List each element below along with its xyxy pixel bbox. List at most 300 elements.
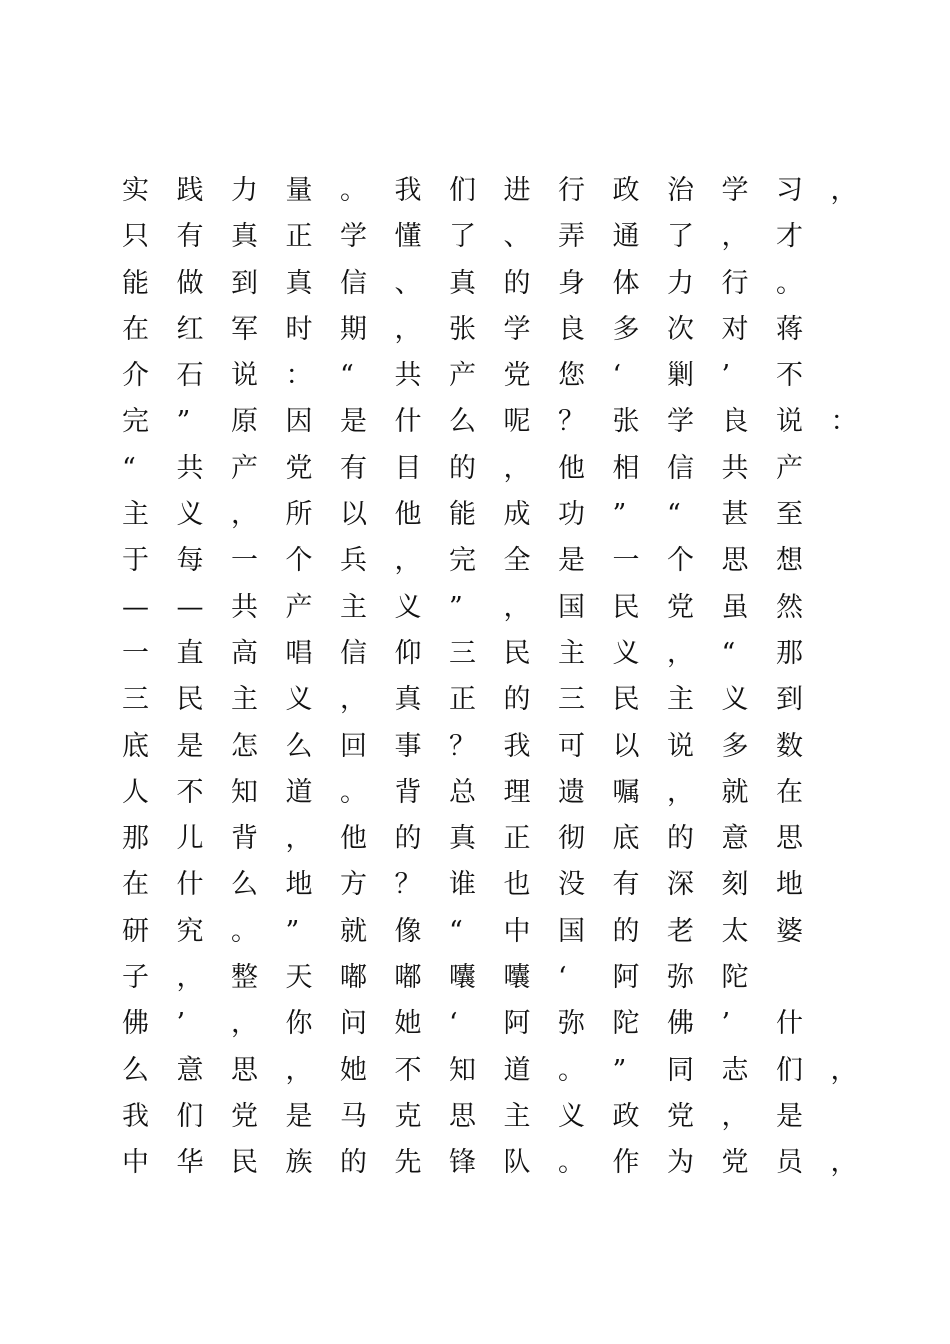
text-char: 只 xyxy=(122,221,149,253)
text-char: 政 xyxy=(612,175,640,206)
text-char: 究 xyxy=(176,915,204,947)
text-char: 道 xyxy=(285,776,313,808)
text-char: 共 xyxy=(176,452,204,484)
text-char: 在 xyxy=(122,869,149,901)
text-char: 。 xyxy=(340,175,367,206)
text-char: ” xyxy=(285,915,300,947)
text-char: 就 xyxy=(721,776,749,808)
text-char: — xyxy=(176,591,204,623)
text-char: 天 xyxy=(285,962,313,994)
text-line xyxy=(122,353,842,399)
text-char: 们 xyxy=(176,1100,204,1132)
text-char: 没 xyxy=(558,869,585,901)
text-char: 中 xyxy=(122,1147,149,1179)
text-char: 次 xyxy=(667,313,694,345)
text-char: 以 xyxy=(612,730,640,762)
text-line xyxy=(122,955,842,1001)
text-char: 党 xyxy=(667,1100,694,1132)
text-char: 彻 xyxy=(558,823,585,855)
text-char: 党 xyxy=(667,591,694,623)
text-char: 囔 xyxy=(449,962,476,994)
text-char: 谁 xyxy=(449,869,476,901)
text-char: 义 xyxy=(394,591,422,623)
text-char: 他 xyxy=(340,823,367,855)
text-char: 道 xyxy=(503,1054,531,1086)
text-char: 佛 xyxy=(122,1008,149,1040)
text-char: 的 xyxy=(340,1147,367,1179)
text-char: 像 xyxy=(394,915,422,947)
text-char: 仰 xyxy=(394,637,422,669)
text-char: ” xyxy=(612,499,627,531)
text-char: 信 xyxy=(340,267,367,299)
text-char: 么 xyxy=(449,406,476,438)
text-char: 地 xyxy=(776,869,803,901)
text-char: 员 xyxy=(776,1147,803,1179)
text-char: 总 xyxy=(449,776,476,808)
text-char: 儿 xyxy=(176,823,204,855)
text-char: 底 xyxy=(122,730,149,762)
text-char: 思 xyxy=(231,1054,258,1086)
text-char: 到 xyxy=(776,684,803,716)
text-char: 于 xyxy=(122,545,149,577)
text-char: ， xyxy=(830,175,858,206)
text-char: 我 xyxy=(122,1100,149,1132)
text-char: 正 xyxy=(449,684,476,716)
text-char: 研 xyxy=(122,915,149,947)
text-char: 习 xyxy=(776,175,803,206)
text-char: 行 xyxy=(558,175,585,206)
text-char: 全 xyxy=(503,545,531,577)
text-char: 那 xyxy=(122,823,149,855)
text-char: 以 xyxy=(340,499,367,531)
text-line xyxy=(122,492,842,538)
text-char: 进 xyxy=(503,175,531,206)
text-char: 时 xyxy=(285,313,313,345)
text-line xyxy=(122,1001,842,1047)
text-char: “ xyxy=(449,915,463,947)
text-char: 义 xyxy=(285,684,313,716)
text-char: 什 xyxy=(776,1008,803,1040)
text-char: 弥 xyxy=(558,1008,585,1040)
text-char: 陀 xyxy=(612,1008,640,1040)
text-char: 信 xyxy=(340,637,367,669)
text-char: ’ xyxy=(721,360,731,392)
text-char: 国 xyxy=(558,915,585,947)
text-char: 有 xyxy=(340,452,367,484)
text-char: 期 xyxy=(340,313,367,345)
text-char: 主 xyxy=(667,684,694,716)
text-char: 做 xyxy=(176,267,204,299)
text-char: 遗 xyxy=(558,776,585,808)
text-char: 民 xyxy=(176,684,204,716)
text-char: 数 xyxy=(776,730,803,762)
text-line xyxy=(122,631,842,677)
text-char: 三 xyxy=(122,684,149,716)
text-char: 在 xyxy=(776,776,803,808)
text-char: ’ xyxy=(176,1008,186,1040)
text-char: 可 xyxy=(558,730,585,762)
text-char: 正 xyxy=(503,823,531,855)
text-char: 方 xyxy=(340,869,367,901)
text-char: 。 xyxy=(558,1147,585,1179)
text-char: 什 xyxy=(394,406,422,438)
text-char: 唱 xyxy=(285,637,313,669)
text-char: 民 xyxy=(231,1147,258,1179)
text-char: 志 xyxy=(721,1054,749,1086)
text-char: 成 xyxy=(503,499,531,531)
text-char: 族 xyxy=(285,1147,313,1179)
text-char: 就 xyxy=(340,915,367,947)
text-char: 嘟 xyxy=(340,962,367,994)
text-char: 深 xyxy=(667,869,694,901)
text-char: ： xyxy=(830,406,858,438)
text-char: 一 xyxy=(122,637,149,669)
text-char: ， xyxy=(667,637,694,669)
text-char: 作 xyxy=(612,1147,640,1179)
text-char: 民 xyxy=(612,591,640,623)
text-char: 行 xyxy=(721,267,749,299)
text-char: 思 xyxy=(449,1100,476,1132)
text-line xyxy=(122,862,842,908)
text-char: 张 xyxy=(612,406,640,438)
text-char: 有 xyxy=(612,869,640,901)
text-char: 克 xyxy=(394,1100,422,1132)
text-char: 学 xyxy=(667,406,694,438)
text-char: 真 xyxy=(449,267,476,299)
text-char: 怎 xyxy=(231,730,258,762)
text-char: 共 xyxy=(721,452,749,484)
text-char: 马 xyxy=(340,1100,367,1132)
text-char: 甚 xyxy=(721,499,749,531)
text-char: 刻 xyxy=(721,869,749,901)
text-char: 三 xyxy=(449,637,476,669)
text-char: 通 xyxy=(612,221,640,253)
text-char: 嘟 xyxy=(394,962,422,994)
text-char: 是 xyxy=(176,730,204,762)
text-char: 完 xyxy=(122,406,149,438)
text-char: 队 xyxy=(503,1147,531,1179)
text-char: 个 xyxy=(285,545,313,577)
text-char: 真 xyxy=(231,221,258,253)
text-char: 力 xyxy=(231,175,258,206)
text-char: 是 xyxy=(285,1100,313,1132)
text-char: 阿 xyxy=(612,962,640,994)
text-char: 原 xyxy=(231,406,258,438)
text-char: 石 xyxy=(176,360,204,392)
text-char: 么 xyxy=(122,1054,149,1086)
text-char: ， xyxy=(721,221,749,253)
text-char: 虽 xyxy=(721,591,749,623)
text-char: 同 xyxy=(667,1054,694,1086)
text-char: 的 xyxy=(503,684,531,716)
text-char: 对 xyxy=(721,313,749,345)
text-char: 锋 xyxy=(449,1147,476,1179)
text-char: 他 xyxy=(558,452,585,484)
text-char: 真 xyxy=(285,267,313,299)
text-char: 体 xyxy=(612,267,640,299)
text-char: 中 xyxy=(503,915,531,947)
text-char: 知 xyxy=(449,1054,476,1086)
text-char: 蒋 xyxy=(776,313,803,345)
text-char: 正 xyxy=(285,221,313,253)
text-char: 弥 xyxy=(667,962,694,994)
text-char: 什 xyxy=(176,869,204,901)
text-char: ： xyxy=(285,360,313,392)
text-char: ’ xyxy=(721,1008,731,1040)
text-line xyxy=(122,770,842,816)
text-char: 治 xyxy=(667,175,694,206)
text-line xyxy=(122,261,842,307)
text-char: 不 xyxy=(394,1054,422,1086)
text-char: 良 xyxy=(558,313,585,345)
text-char: 了 xyxy=(449,221,476,253)
text-char: 多 xyxy=(721,730,749,762)
text-line xyxy=(122,399,858,445)
text-char: 身 xyxy=(558,267,585,299)
text-char: 、 xyxy=(394,267,422,299)
text-char: 兵 xyxy=(340,545,367,577)
text-char: 为 xyxy=(667,1147,694,1179)
body-text xyxy=(122,168,858,1187)
text-char: 们 xyxy=(449,175,476,206)
text-char: 地 xyxy=(285,869,313,901)
text-char: 民 xyxy=(612,684,640,716)
text-line xyxy=(122,1140,858,1186)
text-char: 真 xyxy=(449,823,476,855)
text-char: 有 xyxy=(176,221,204,253)
text-char: 说 xyxy=(667,730,694,762)
text-line xyxy=(122,816,842,862)
text-char: ， xyxy=(176,962,204,994)
text-char: 党 xyxy=(285,452,313,484)
text-char: 力 xyxy=(667,267,694,299)
text-char: ， xyxy=(285,1054,313,1086)
text-char: 嘱 xyxy=(612,776,640,808)
text-char: 的 xyxy=(449,452,476,484)
text-char: ” xyxy=(449,591,463,623)
text-char: 军 xyxy=(231,313,258,345)
text-char: 她 xyxy=(394,1008,422,1040)
text-char: 党 xyxy=(721,1147,749,1179)
text-char: 义 xyxy=(721,684,749,716)
text-char: 主 xyxy=(340,591,367,623)
text-char: 、 xyxy=(503,221,531,253)
text-char: 背 xyxy=(231,823,258,855)
text-char: 义 xyxy=(558,1100,585,1132)
text-char: 我 xyxy=(503,730,531,762)
text-line xyxy=(122,724,842,770)
text-char: ， xyxy=(503,452,531,484)
text-char: 想 xyxy=(776,545,803,577)
text-char: 是 xyxy=(558,545,585,577)
text-char: 每 xyxy=(176,545,204,577)
text-char: 您 xyxy=(558,360,585,392)
text-char: 共 xyxy=(231,591,258,623)
text-char: 能 xyxy=(122,267,149,299)
text-char: 学 xyxy=(721,175,749,206)
text-char: 剿 xyxy=(667,360,694,392)
text-char: 真 xyxy=(394,684,422,716)
text-char: 先 xyxy=(394,1147,422,1179)
text-char: — xyxy=(122,591,149,623)
text-char: 。 xyxy=(231,915,258,947)
text-char: 红 xyxy=(176,313,204,345)
text-char: 是 xyxy=(776,1100,803,1132)
text-char: 党 xyxy=(231,1100,258,1132)
text-char: 所 xyxy=(285,499,313,531)
text-char: ？ xyxy=(558,406,585,438)
text-char: ， xyxy=(830,1054,858,1086)
text-char: 张 xyxy=(449,313,476,345)
text-char: 回 xyxy=(340,730,367,762)
text-char: ？ xyxy=(394,869,422,901)
text-char: 高 xyxy=(231,637,258,669)
text-char: 。 xyxy=(340,776,367,808)
text-char: “ xyxy=(122,452,136,484)
text-char: 是 xyxy=(340,406,367,438)
text-line xyxy=(122,585,842,631)
text-char: 主 xyxy=(558,637,585,669)
text-char: “ xyxy=(721,637,736,669)
text-char: 思 xyxy=(721,545,749,577)
text-char: 主 xyxy=(122,499,149,531)
text-char: ” xyxy=(176,406,191,438)
text-char: 量 xyxy=(285,175,313,206)
text-char: 意 xyxy=(721,823,749,855)
text-char: ， xyxy=(503,591,531,623)
text-char: 华 xyxy=(176,1147,204,1179)
text-char: 学 xyxy=(340,221,367,253)
text-line xyxy=(122,1048,858,1094)
text-char: 思 xyxy=(776,823,803,855)
text-line xyxy=(122,677,842,723)
text-char: 。 xyxy=(776,267,803,299)
text-char: 事 xyxy=(394,730,422,762)
text-char: “ xyxy=(667,499,681,531)
text-char: ‘ xyxy=(612,360,622,392)
text-char: 背 xyxy=(394,776,422,808)
text-char: ‘ xyxy=(558,962,567,994)
text-char: 人 xyxy=(122,776,149,808)
text-char: ， xyxy=(667,776,694,808)
text-char: 然 xyxy=(776,591,803,623)
text-char: 在 xyxy=(122,313,149,345)
text-char: 佛 xyxy=(667,1008,694,1040)
text-char: 么 xyxy=(231,869,258,901)
text-char: ， xyxy=(394,313,422,345)
text-char: “ xyxy=(340,360,354,392)
text-char: 才 xyxy=(776,221,803,253)
text-char: 民 xyxy=(503,637,531,669)
text-char: 阿 xyxy=(503,1008,531,1040)
text-char: 了 xyxy=(667,221,694,253)
text-char: ， xyxy=(830,1147,858,1179)
text-char: 的 xyxy=(503,267,531,299)
text-char: 他 xyxy=(394,499,422,531)
text-line xyxy=(122,1094,842,1140)
text-char: 因 xyxy=(285,406,313,438)
text-char: ， xyxy=(231,1008,258,1040)
text-line xyxy=(122,214,842,260)
text-char: 功 xyxy=(558,499,585,531)
text-char: 。 xyxy=(558,1054,585,1086)
text-char: 陀 xyxy=(721,962,749,994)
text-char: 懂 xyxy=(394,221,422,253)
text-char: 良 xyxy=(721,406,749,438)
text-char: 共 xyxy=(394,360,422,392)
text-char: 底 xyxy=(612,823,640,855)
text-char: 国 xyxy=(558,591,585,623)
text-char: 义 xyxy=(612,637,640,669)
text-char: 她 xyxy=(340,1054,367,1086)
text-char: 目 xyxy=(394,452,422,484)
text-char: 理 xyxy=(503,776,531,808)
text-char: ‘ xyxy=(449,1008,458,1040)
text-char: 的 xyxy=(667,823,694,855)
text-char: 们 xyxy=(776,1054,803,1086)
text-char: 太 xyxy=(721,915,749,947)
text-line xyxy=(122,446,842,492)
text-char: 践 xyxy=(176,175,204,206)
text-char: 不 xyxy=(176,776,204,808)
text-char: 的 xyxy=(394,823,422,855)
text-char: 政 xyxy=(612,1100,640,1132)
text-char: 到 xyxy=(231,267,258,299)
text-char: 整 xyxy=(231,962,258,994)
text-char: 义 xyxy=(176,499,204,531)
text-char: 多 xyxy=(612,313,640,345)
text-char: 三 xyxy=(558,684,585,716)
text-char: 一 xyxy=(231,545,258,577)
text-char: 说 xyxy=(231,360,258,392)
text-char: 主 xyxy=(231,684,258,716)
text-char: 你 xyxy=(285,1008,313,1040)
text-line xyxy=(122,168,858,214)
text-char: 问 xyxy=(340,1008,367,1040)
text-char: 介 xyxy=(122,360,149,392)
text-char: 产 xyxy=(231,452,258,484)
text-line xyxy=(122,538,842,584)
text-char: 囔 xyxy=(503,962,531,994)
text-char: ， xyxy=(394,545,422,577)
text-char: 老 xyxy=(667,915,694,947)
text-line xyxy=(122,307,842,353)
text-char: 相 xyxy=(612,452,640,484)
text-char: 那 xyxy=(776,637,803,669)
text-char: ？ xyxy=(449,730,476,762)
text-char: 至 xyxy=(776,499,803,531)
text-char: ， xyxy=(340,684,367,716)
text-char: 弄 xyxy=(558,221,585,253)
text-char: ， xyxy=(721,1100,749,1132)
text-char: 一 xyxy=(612,545,640,577)
text-char: ， xyxy=(285,823,313,855)
text-char: 产 xyxy=(449,360,476,392)
text-char: 产 xyxy=(776,452,803,484)
text-char: 主 xyxy=(503,1100,531,1132)
text-char: 不 xyxy=(776,360,803,392)
text-char: 产 xyxy=(285,591,313,623)
text-char: 我 xyxy=(394,175,422,206)
text-char: 意 xyxy=(176,1054,204,1086)
text-line xyxy=(122,909,842,955)
text-char: 知 xyxy=(231,776,258,808)
text-char: 呢 xyxy=(503,406,531,438)
text-char: 么 xyxy=(285,730,313,762)
text-char: 说 xyxy=(776,406,803,438)
text-char: 能 xyxy=(449,499,476,531)
text-char: ” xyxy=(612,1054,627,1086)
